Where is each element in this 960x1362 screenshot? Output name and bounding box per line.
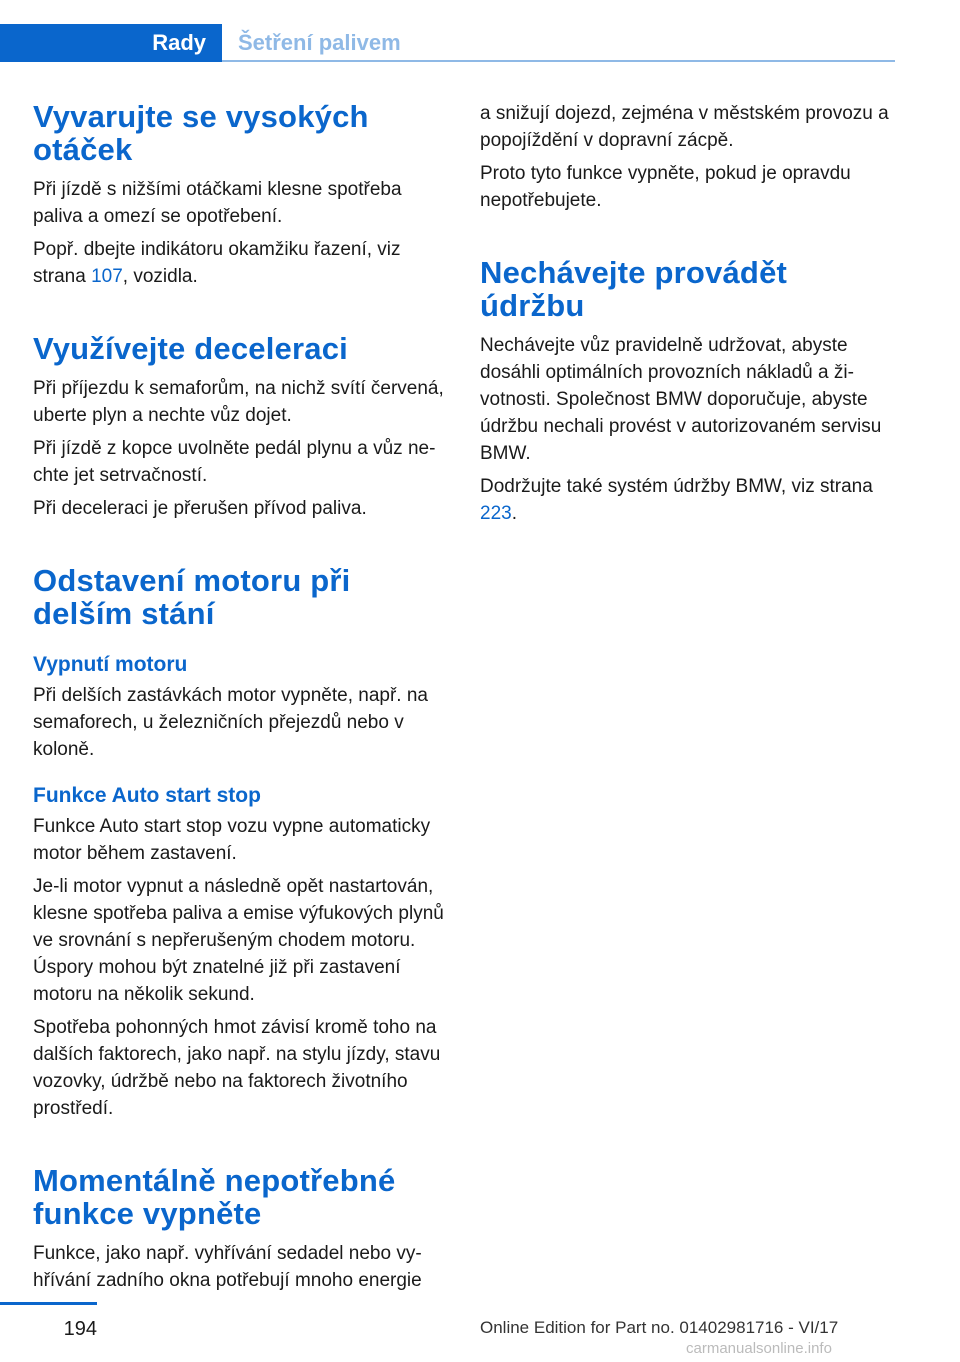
section-title-engine-off: Odstavení motoru při delším stání <box>33 563 351 631</box>
header-divider <box>222 60 895 62</box>
tab-setreni-palivem[interactable]: Šetření palivem <box>238 30 401 55</box>
paragraph: Proto tyto funkce vypněte, pokud je opravdu nepotřebujete. <box>480 163 851 211</box>
text: . <box>511 503 517 524</box>
page-link-107[interactable]: 107 <box>91 266 123 287</box>
watermark: carmanualsonline.info <box>686 1340 832 1357</box>
left-column <box>33 100 451 1300</box>
header-bar <box>0 24 895 62</box>
section-title-unused-functions: Momentálně nepotřebné funkce vypněte <box>33 1163 396 1231</box>
tab-rady[interactable]: Rady <box>0 24 222 62</box>
edition-text: Online Edition for Part no. 01402981716 - VI/17 <box>480 1318 839 1337</box>
footer-divider <box>0 1302 97 1305</box>
paragraph: a snižují dojezd, zejména v městském provozu a popojíždění v dopravní zácpě. <box>480 103 889 151</box>
text: , vozidla. <box>122 266 198 287</box>
section-title-deceleration: Využívejte deceleraci <box>33 331 348 366</box>
paragraph: Funkce Auto start stop vozu vypne automaticky motor během zastavení. <box>33 816 431 864</box>
paragraph: Při jízdě s nižšími otáčkami klesne spotřeba paliva a omezí se opotřebení. <box>33 179 402 227</box>
text: Popř. dbejte indikátoru okamžiku řazení, viz strana <box>33 239 401 287</box>
section-title-maintenance: Nechávejte provádět údržbu <box>480 255 788 323</box>
subsection-title-auto-start-stop: Funkce Auto start stop <box>33 784 261 807</box>
right-column <box>480 100 898 533</box>
paragraph: Při deceleraci je přerušen přívod paliva. <box>33 498 367 519</box>
paragraph: Nechávejte vůz pravidelně udržovat, abyste dosáhli optimálních provozních nákladů a životnosti. Společnost BMW doporučuje, abyste údržbu nechali provést v autorizovaném servisu BMW. <box>480 335 882 464</box>
paragraph: Při jízdě z kopce uvolněte pedál plynu a vůz nechte jet setrvačností. <box>33 438 436 486</box>
paragraph <box>480 473 898 527</box>
paragraph: Spotřeba pohonných hmot závisí kromě toho na dalších faktorech, jako např. na stylu jízdy, stavu vozovky, údržbě nebo na faktorech životního prostředí. <box>33 1017 441 1119</box>
page-number: 194 <box>63 1318 97 1340</box>
paragraph: Při delších zastávkách motor vypněte, např. na semaforech, u železničních přejezdů nebo v koloně. <box>33 685 428 760</box>
paragraph: Při příjezdu k semaforům, na nichž svítí červená, uberte plyn a nechte vůz dojet. <box>33 378 444 426</box>
paragraph: Funkce, jako např. vyhřívání sedadel nebo vyhřívání zadního okna potřebují mnoho energie <box>33 1243 422 1291</box>
text: Dodržujte také systém údržby BMW, viz strana <box>480 476 873 497</box>
page-link-223[interactable]: 223 <box>480 503 512 524</box>
paragraph: Je-li motor vypnut a následně opět nastartován, klesne spotřeba paliva a emise výfukových plynů ve srovnání s nepřerušeným chodem motoru. Úspory mohou být znatelné již při zastavení motoru na několik sekund. <box>33 876 444 1005</box>
subsection-title-engine-off: Vypnutí motoru <box>33 653 188 676</box>
section-title-high-revs: Vyvarujte se vysokých otáček <box>33 99 369 167</box>
paragraph <box>33 236 451 290</box>
